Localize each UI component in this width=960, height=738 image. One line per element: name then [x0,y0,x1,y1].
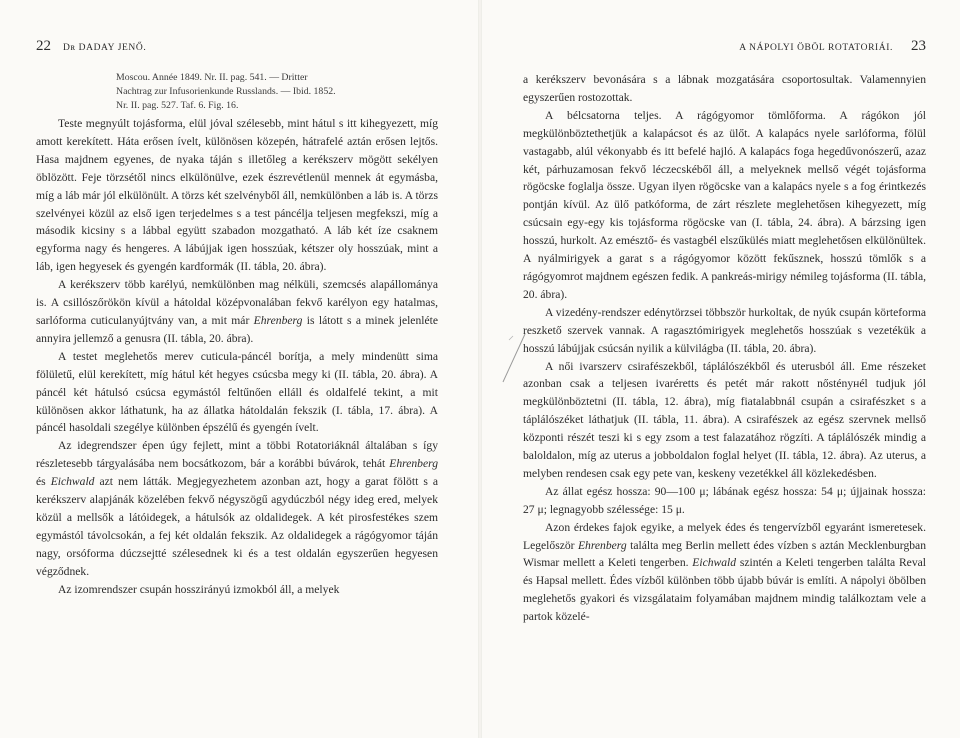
paragraph-text: A bélcsatorna teljes. A rágógyomor tömlőforma. A rágókon jól megkülönböztethetjük a kalapácsot és az ülőt. A kalapács nyele sarlóforma, fölül vastagabb, alúl vékonyabb és itt befelé hajló. A kalapács foga hegedűvonószerű, azaz két, párhuzamosan fekvő léczecskéből áll, a melyeknek mellső végét tojásforma rögöcske foglalja össze. Ugyan ilyen rögöcske van a kalapács nyele s a fog érintkezés pontján kívül. Az ülő patkóforma, de zárt részlete meglehetősen kihegyezett, míg csúcsain egy-egy kis tojásforma rögöcske van (I. tábla, 24. ábra). A bárzsing igen hosszú, hurkolt. Az emésztő- és vastagbél elszűkülés miatt meglehetősen elkülönültek. A nyálmirigyek a garat s a rágógyomor között fekűsznek, hosszú tömlők s a rágógyomrot majdnem egészen fedik. A pankreás-mirigy némileg tojásforma (II. tábla, 20. ábra). [523,108,926,301]
left-page-number: 22 [36,38,51,54]
right-page-header [523,38,926,60]
paragraph [523,71,926,107]
reference-block [116,71,438,113]
paragraph [36,437,438,580]
author-name: Ehrenberg [389,457,438,471]
paragraph-text: A kerékszerv több karélyú, nemkülönben mag nélküli, szemcsés alapállományа is. A csillószőrökön kívül a hátoldal középvonalában fekvő karélyon egy hatalmas, sarlóforma cuticulanyújtvány van, a mit már [36,278,438,327]
paragraph-text: Az idegrendszer épen úgy fejlett, mint a többi Rotatoriáknál általában s így részletesebb tárgyalásába nem bocsátkozom, bár a korábbi búvárok, tehát [36,439,438,471]
paragraph-text: is látott s a minek jelenléte annyira jellemző a genusra (II. tábla, 20. ábra). [36,313,438,345]
paragraph-text: A vizedény-rendszer edénytörzsei többször hurkoltak, de nyúk csupán körteforma reszkető szervek vannak. A ragasztómirigyek meglehetős hosszúak s vezetékük a hosszú lábújjak csúcsán nyilik a külvilágba (II. tábla, 20. ábra). [523,305,926,355]
left-page-header [36,38,438,60]
right-page [480,0,960,738]
paragraph-text: A testet meglehetős merev cuticula-páncél borítja, a mely mindenütt sima fölületű, elül kerekített, míg hátul két hegyes csúcsba megy ki (II. tábla, 20. ábra). A páncél két hátulsó csúcsa egymástól feltűnően elláll és oldalfelé tekint, a mit különösen akkor láthatunk, ha az állatka hátoldalán fekszik (I. tábla, 17. ábra). A páncél hasoldali szegélye különben épszélű és gyengén ívelt. [36,349,438,435]
reference-line: Nachtrag zur Infusorienkunde Russlands. — Ibid. 1852. [116,86,336,97]
paragraph-text: Az állat egész hossza: 90—100 μ; lábának egész hossza: 54 μ; újjainak hossza: 27 μ; legnagyobb szélessége: 15 μ. [523,484,926,516]
author-name: Ehrenberg [577,538,627,552]
paragraph-text: találta meg Berlin mellett édes vízben s aztán Mecklenburgban Wismar mellett a Keleti tengerben. [523,538,926,570]
left-running-head: Dʀ DADAY JENŐ. [63,43,147,53]
paragraph [36,115,438,276]
right-body-text [523,71,926,626]
paragraph [523,107,926,304]
paragraph-text: szintén a Keleti tengerben találta Reval és Hapsal mellett. Édes vízből különben több újabb búvár is említi. A nápolyi öbölben meglehetős gyakori és vizsgálataim folyamában majdnem mindig találkoztam vele a partok közelé- [523,556,926,624]
paragraph [523,483,926,519]
paragraph [523,519,926,626]
paragraph [523,304,926,358]
left-body-text [36,115,438,598]
right-page-number: 23 [911,38,926,54]
paragraph [523,358,926,483]
paragraph [36,581,438,599]
paragraph-text: Teste megnyúlt tojásforma, elül jóval szélesebb, mint hátul s itt kihegyezett, míg amott kerekített. Háta erősen ívelt, különösen közepén, hátrafelé aztán erősen lejtős. Hasa majdnem egyenes, de nyaka táján s illetőleg a kerékszerv mögött sekélyen öblözött. Feje törzsétől nincs elkülönülve, ezek észrevétlenül mennek át egymásba, míg a láb már jól elkülönült. A törzs két szelvényből áll, nemkülönben a láb is. A törzs szelvényei közül az első igen terjedelmes s a test páncélja teljesen megfekszi, míg a második kicsiny s a lábbal együtt szabadon mozgatható. A láb két íze csaknem egyforma nagy és hengeres. A lábújjak igen hosszúak, kétszer oly hosszúak, mint a láb, igen hegyesek és gyengén kardformák (II. tábla, 20. ábra). [36,117,438,274]
paragraph-text: azt nem látták. Megjegyezhetem azonban azt, hogy a garat fölött s a kerékszerv alapjánák közelében fekvő négyszögű agydúczból négy ideg ered, melyek közül a mellsők a látóidegek, a hátulsók az oldalidegek. A két pirosfestékes szem egymástól távolcsokán, a fej két oldalán fekszik. Az oldalidegek a rágógyomor táján nagy, orsóforma dúczsejtté szélesednek ki és a test oldalán egyszerűen hegyesen végződnek. [36,475,438,578]
paragraph-text: a kerékszerv bevonására s a lábnak mozgatására csoportosultak. Valamennyien egyszerűen rostozottak. [523,73,926,104]
author-name: Eichwald [50,475,95,489]
author-name: Eichwald [692,556,737,570]
paragraph-text: A női ivarszerv csirafészekből, táplálószékből és uterusból áll. Eme részeket azonban csak a teljesen ivaréretts és petét már rakott nőstényнél tudjuk jól megkülönböztetni (II. tábla, 12. ábra), míg fiatalabbnál csupán a csirafészket s a táplálószéket láthatjuk (II. tábla, 11. ábra). A csirafészek az egész szervnek mellső központi részét teszi ki s egy zsom a test falazatához rögzíti. A táplálószék mindig a baloldalon, míg az uterus a jobboldalon foglal helyet (II. tábla, 12. ábra). Az uterus, a melyben rendesen csak egy pete van, keskeny vezetékkel áll közlekedésben. [523,359,926,480]
paragraph [36,348,438,438]
paragraph-text: Azon érdekes fajok egyike, a melyek édes és tengervízből egyaránt ismeretesek. Legelőször [523,520,926,552]
paragraph-text: és [36,475,51,489]
paragraph-text: Az izomrendszer csupán hosszirányú izmokból áll, a melyek [58,582,340,596]
author-name: Ehrenberg [253,313,303,327]
paragraph [36,276,438,348]
reference-line: Nr. II. pag. 527. Taf. 6. Fig. 16. [116,100,239,111]
reference-line: Moscou. Année 1849. Nr. II. pag. 541. — Dritter [116,72,308,83]
right-running-head: A NÁPOLYI ÖBÖL ROTATORIÁI. [739,43,893,53]
